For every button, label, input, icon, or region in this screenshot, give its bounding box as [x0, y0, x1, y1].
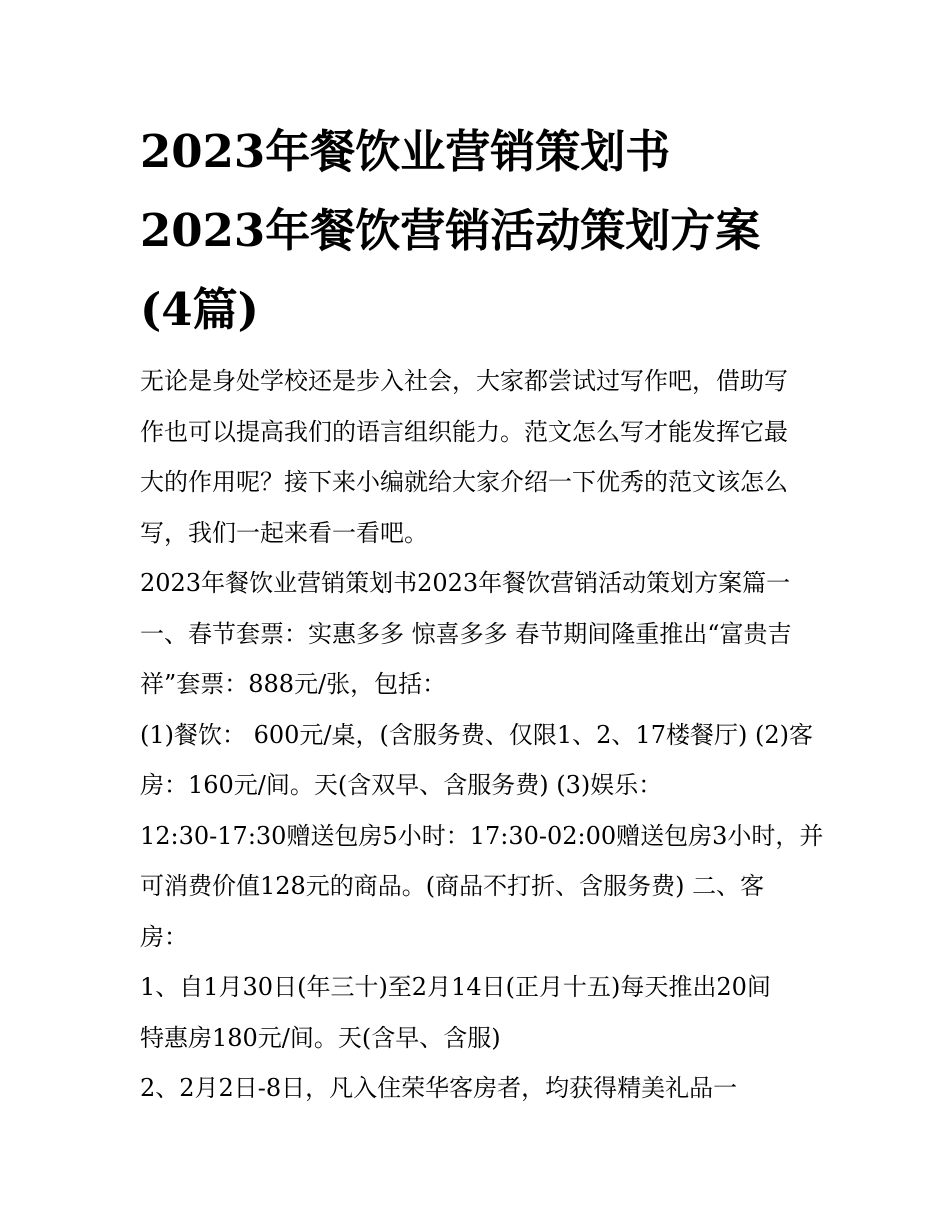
body-line: 房：160元/间。天(含双早、含服务费) (3)娱乐： [140, 771, 663, 799]
body-line: 2、2月2日-8日，凡入住荣华客房者，均获得精美礼品一 [140, 1074, 738, 1102]
body-line: 2023年餐饮业营销策划书2023年餐饮营销活动策划方案篇一 [140, 569, 791, 597]
document-title [140, 112, 820, 349]
body-line: 特惠房180元/间。天(含早、含服) [140, 1023, 501, 1052]
title-line-3: (4篇) [140, 283, 259, 336]
body-line: 一、春节套票：实惠多多 惊喜多多 春节期间隆重推出“富贵吉 [140, 619, 792, 648]
document-body [140, 356, 824, 1114]
body-line: 大的作用呢？接下来小编就给大家介绍一下优秀的范文该怎么 [140, 468, 788, 496]
body-line: 祥”套票：888元/张，包括： [140, 670, 447, 698]
body-line: (1)餐饮： 600元/桌，(含服务费、仅限1、2、17楼餐厅) (2)客 [140, 720, 813, 749]
body-line: 可消费价值128元的商品。(商品不打折、含服务费) 二、客 [140, 872, 765, 900]
title-line-2: 2023年餐饮营销活动策划方案 [140, 204, 761, 257]
body-line: 房： [140, 922, 188, 951]
body-line: 无论是身处学校还是步入社会，大家都尝试过写作吧，借助写 [140, 367, 788, 395]
body-line: 12:30-17:30赠送包房5小时：17:30-02:00赠送包房3小时，并 [140, 821, 824, 850]
body-line: 1、自1月30日(年三十)至2月14日(正月十五)每天推出20间 [140, 973, 771, 1001]
title-line-1: 2023年餐饮业营销策划书 [140, 125, 671, 178]
body-line: 写，我们一起来看一看吧。 [140, 518, 428, 547]
body-line: 作也可以提高我们的语言组织能力。范文怎么写才能发挥它最 [140, 417, 788, 446]
